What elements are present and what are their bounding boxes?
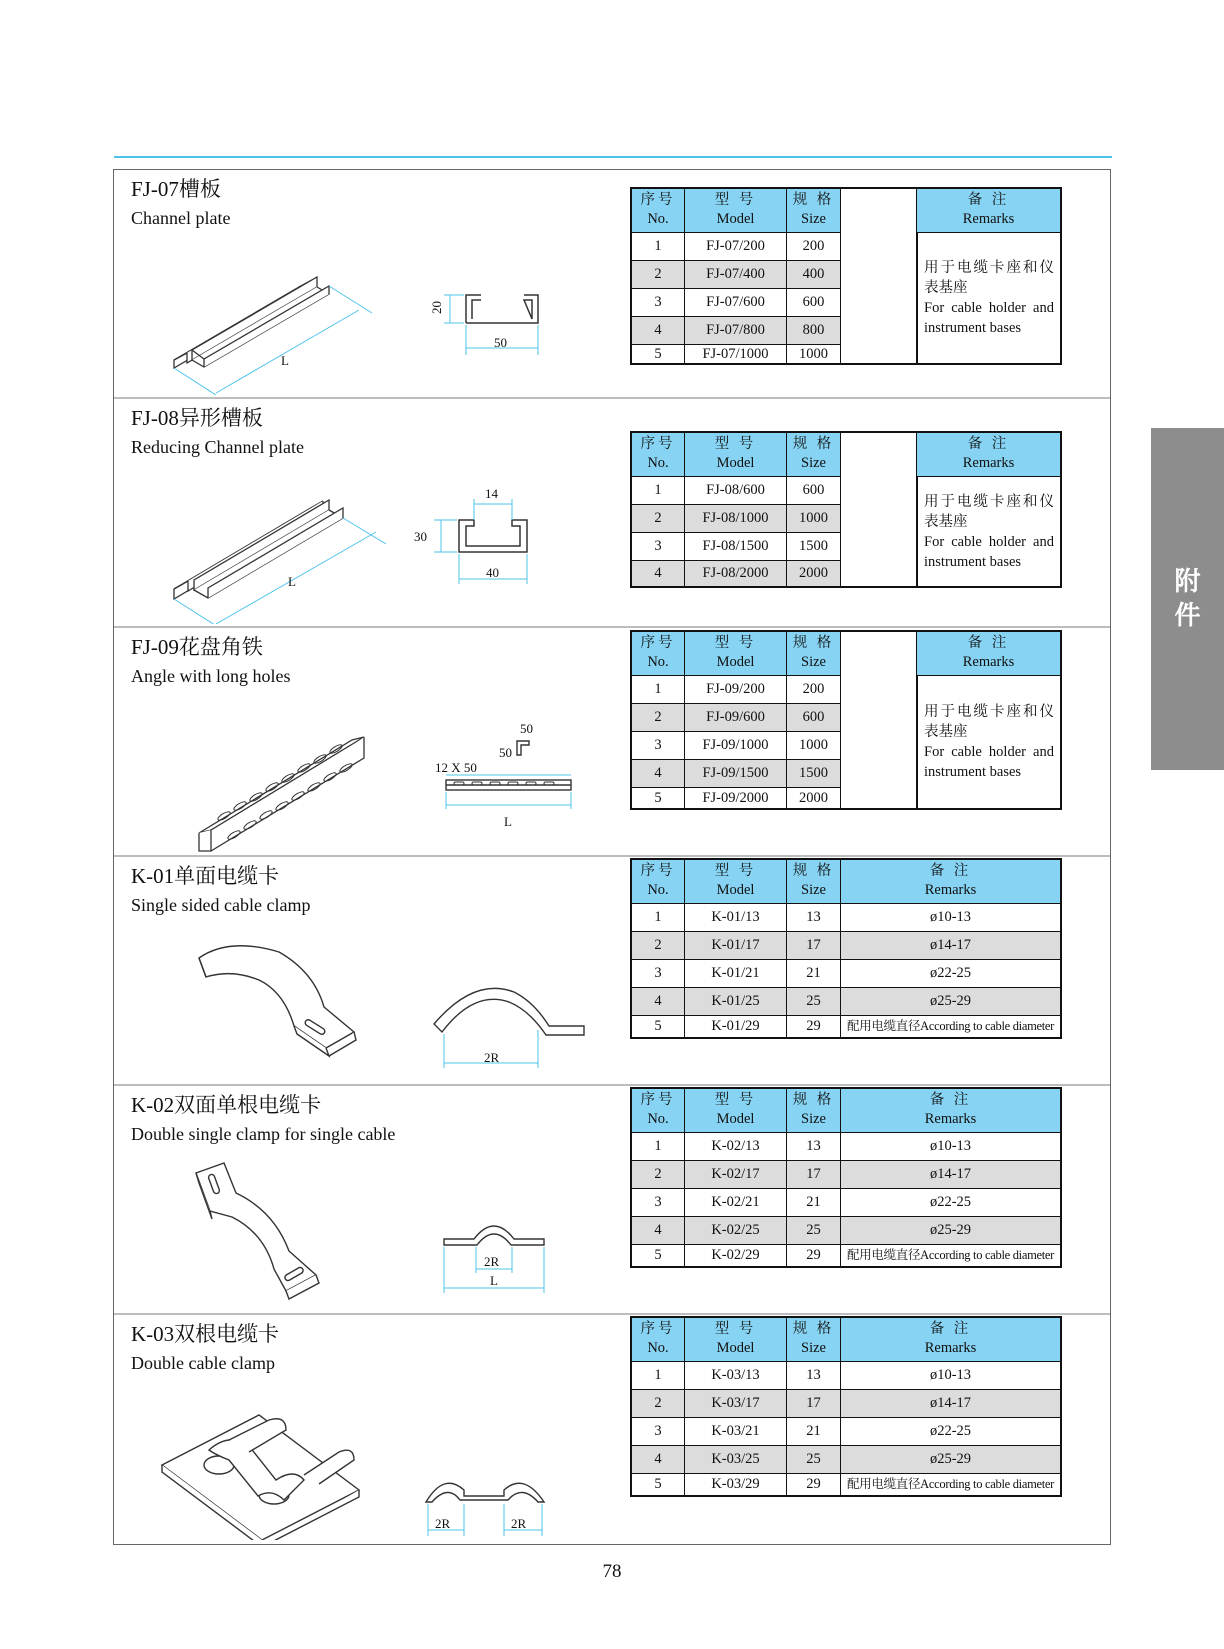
- table-row: 1 K-03/13 13 ø10-13: [632, 1362, 1060, 1390]
- table-row: 4 FJ-07/800 800: [632, 317, 841, 345]
- table-row: 5 K-02/29 29 配用电缆直径According to cable diameter: [632, 1245, 1060, 1266]
- table-row: 2 K-02/17 17 ø14-17: [632, 1161, 1060, 1189]
- section-title: FJ-09花盘角铁: [131, 635, 263, 659]
- header-remarks: 备 注 Remarks: [841, 1318, 1060, 1362]
- reducing-channel-drawing: [154, 464, 634, 624]
- dim-width-label: 40: [486, 565, 499, 580]
- table-row: 5 FJ-09/2000 2000: [632, 788, 841, 808]
- section-fj07: [114, 170, 1110, 399]
- header-size: 规 格 Size: [787, 1318, 841, 1362]
- table-row: 5 FJ-07/1000 1000: [632, 345, 841, 363]
- table-row: 4 K-03/25 25 ø25-29: [632, 1446, 1060, 1474]
- header-remarks: 备 注 Remarks: [917, 433, 1060, 477]
- section-k01: [114, 857, 1110, 1086]
- section-subtitle: Channel plate: [131, 208, 231, 228]
- blank-column: [841, 189, 917, 363]
- section-subtitle: Angle with long holes: [131, 666, 291, 686]
- header-model: 型 号 Model: [685, 433, 787, 477]
- dim-a-label: 50: [520, 721, 533, 736]
- section-title: FJ-08异形槽板: [131, 406, 263, 430]
- header-remarks: 备 注 Remarks: [841, 1089, 1060, 1133]
- header-model: 型 号 Model: [685, 1089, 787, 1133]
- table-row: 2 FJ-07/400 400: [632, 261, 841, 289]
- section-title: K-03双根电缆卡: [131, 1322, 280, 1346]
- table-row: 2 K-01/17 17 ø14-17: [632, 932, 1060, 960]
- table-row: 5 K-03/29 29 配用电缆直径According to cable diameter: [632, 1474, 1060, 1495]
- spec-table: [630, 858, 1062, 1039]
- header-no: 序号 No.: [632, 189, 685, 233]
- header-remarks: 备 注 Remarks: [917, 632, 1060, 676]
- table-row: 4 FJ-08/2000 2000: [632, 561, 841, 586]
- table-row: 3 K-03/21 21 ø22-25: [632, 1418, 1060, 1446]
- section-subtitle: Double single clamp for single cable: [131, 1124, 396, 1144]
- section-subtitle: Double cable clamp: [131, 1353, 275, 1373]
- header-size: 规 格 Size: [787, 433, 841, 477]
- spec-table: [630, 431, 1062, 588]
- dim-radius-label: 2R: [484, 1254, 500, 1269]
- header-rule: [114, 156, 1112, 158]
- section-k03: [114, 1315, 1110, 1543]
- table-row: 3 FJ-08/1500 1500: [632, 533, 841, 561]
- header-remarks: 备 注 Remarks: [917, 189, 1060, 233]
- table-row: 1 K-01/13 13 ø10-13: [632, 904, 1060, 932]
- table-row: 1 K-02/13 13 ø10-13: [632, 1133, 1060, 1161]
- header-no: 序号 No.: [632, 433, 685, 477]
- dim-hole-label: 12 X 50: [435, 760, 477, 775]
- header-model: 型 号 Model: [685, 1318, 787, 1362]
- dim-length-label: L: [281, 353, 289, 368]
- header-model: 型 号 Model: [685, 189, 787, 233]
- double-cable-clamp-drawing: [154, 1380, 634, 1540]
- table-row: 1 FJ-08/600 600: [632, 477, 841, 505]
- table-row: 3 FJ-07/600 600: [632, 289, 841, 317]
- table-row: 4 FJ-09/1500 1500: [632, 760, 841, 788]
- dim-top-label: 14: [485, 486, 498, 501]
- page-number: 78: [602, 1561, 622, 1582]
- blank-column: [841, 632, 917, 808]
- appendix-side-tab: [1151, 428, 1224, 770]
- header-no: 序号 No.: [632, 1318, 685, 1362]
- side-tab-char: 附: [1174, 567, 1201, 597]
- header-size: 规 格 Size: [787, 632, 841, 676]
- spec-table: [630, 1316, 1062, 1497]
- dim-radius-right-label: 2R: [511, 1516, 527, 1531]
- header-model: 型 号 Model: [685, 632, 787, 676]
- section-subtitle: Single sided cable clamp: [131, 895, 311, 915]
- header-size: 规 格 Size: [787, 1089, 841, 1133]
- catalog-frame: [113, 169, 1111, 1545]
- dim-length-label: L: [288, 574, 296, 589]
- dim-width-label: 50: [494, 335, 507, 350]
- table-row: 5 K-01/29 29 配用电缆直径According to cable diameter: [632, 1016, 1060, 1037]
- table-row: 2 K-03/17 17 ø14-17: [632, 1390, 1060, 1418]
- table-row: 4 K-02/25 25 ø25-29: [632, 1217, 1060, 1245]
- section-subtitle: Reducing Channel plate: [131, 437, 304, 457]
- side-tab-char: 件: [1174, 601, 1201, 631]
- table-row: 3 K-01/21 21 ø22-25: [632, 960, 1060, 988]
- dim-height-label: 30: [414, 529, 427, 544]
- remark-cell: 用于电缆卡座和仪表基座 For cable holder and instrument bases: [917, 477, 1060, 586]
- table-row: 2 FJ-09/600 600: [632, 704, 841, 732]
- dim-radius-left-label: 2R: [435, 1516, 451, 1531]
- table-row: 4 K-01/25 25 ø25-29: [632, 988, 1060, 1016]
- section-title: K-02双面单根电缆卡: [131, 1093, 322, 1117]
- remark-cell: 用于电缆卡座和仪表基座 For cable holder and instrument bases: [917, 676, 1060, 808]
- dim-length-label: L: [504, 814, 512, 829]
- header-no: 序号 No.: [632, 1089, 685, 1133]
- table-row: 1 FJ-07/200 200: [632, 233, 841, 261]
- header-size: 规 格 Size: [787, 860, 841, 904]
- channel-plate-drawing: [154, 235, 634, 395]
- section-title: FJ-07槽板: [131, 177, 221, 201]
- section-title: K-01单面电缆卡: [131, 864, 280, 888]
- remark-cell: 用于电缆卡座和仪表基座 For cable holder and instrument bases: [917, 233, 1060, 363]
- single-clamp-drawing: [154, 922, 634, 1082]
- section-fj09: [114, 628, 1110, 857]
- table-row: 3 K-02/21 21 ø22-25: [632, 1189, 1060, 1217]
- table-row: 1 FJ-09/200 200: [632, 676, 841, 704]
- header-size: 规 格 Size: [787, 189, 841, 233]
- double-single-clamp-drawing: [154, 1151, 634, 1311]
- header-model: 型 号 Model: [685, 860, 787, 904]
- dim-b-label: 50: [499, 745, 512, 760]
- table-row: 2 FJ-08/1000 1000: [632, 505, 841, 533]
- angle-long-holes-drawing: [154, 693, 634, 853]
- table-row: 3 FJ-09/1000 1000: [632, 732, 841, 760]
- spec-table: [630, 1087, 1062, 1268]
- spec-table: [630, 630, 1062, 810]
- header-remarks: 备 注 Remarks: [841, 860, 1060, 904]
- section-fj08: [114, 399, 1110, 628]
- dim-length-label: L: [490, 1273, 498, 1288]
- blank-column: [841, 433, 917, 586]
- spec-table: [630, 187, 1062, 365]
- header-no: 序号 No.: [632, 632, 685, 676]
- header-no: 序号 No.: [632, 860, 685, 904]
- dim-height-label: 20: [429, 301, 444, 314]
- dim-radius-label: 2R: [484, 1050, 500, 1065]
- section-k02: [114, 1086, 1110, 1315]
